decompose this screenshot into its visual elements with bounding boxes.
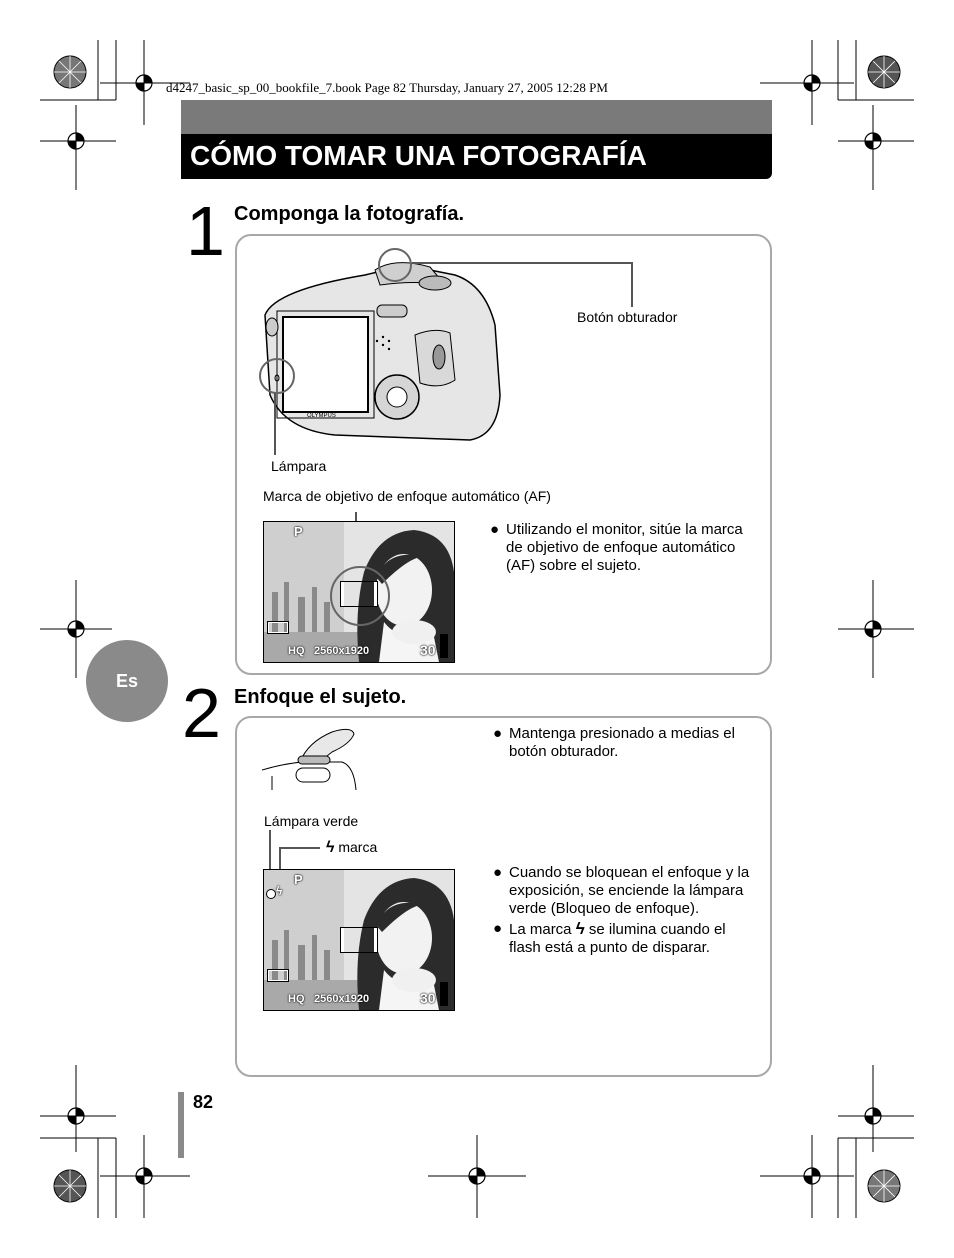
file-info-line: d4247_basic_sp_00_bookfile_7.book Page 82 Thursday, January 27, 2005 12:28 PM (166, 80, 608, 95)
flash-icon: ϟ (575, 919, 585, 938)
lcd-resolution: 2560x1920 (314, 645, 370, 657)
language-tab-label: Es (115, 670, 139, 691)
step-2-bullet-3: ● La marca ϟ se ilumina cuando el flash está a punto de disparar. (493, 919, 726, 956)
af-target-bracket (341, 928, 377, 952)
lcd-preview-2 (263, 869, 455, 1011)
lcd-preview-1 (263, 521, 455, 663)
lcd-resolution: 2560x1920 (314, 993, 370, 1005)
lcd-mode: P (294, 524, 303, 539)
flash-icon: ϟ (326, 839, 335, 856)
step-1-title: Componga la fotografía. (234, 203, 464, 225)
lcd-quality: HQ (288, 993, 305, 1005)
step-2-bullet-2: ● Cuando se bloquean el enfoque y la exposición, se enciende la lámpara verde (Bloqueo de enfoque). (493, 864, 750, 917)
bullet-icon: ● (493, 864, 503, 881)
lcd-frames: 30 (420, 990, 436, 1006)
label-green-lamp: Lámpara verde (264, 813, 359, 829)
step-2-title: Enfoque el sujeto. (234, 686, 407, 708)
step-1-number: 1 (186, 192, 225, 270)
lcd-battery-icon (268, 622, 288, 633)
bullet-icon: ● (490, 521, 500, 538)
lcd-memory-bar (440, 982, 448, 1006)
bullet-icon: ● (493, 920, 503, 937)
lcd-mode: P (294, 872, 303, 887)
page-number: 82 (193, 1092, 214, 1112)
step-2-number: 2 (182, 674, 221, 752)
label-shutter-button: Botón obturador (577, 309, 678, 325)
step-2-bullet-1: ● Mantenga presionado a medias el botón obturador. (493, 725, 735, 760)
camera-brand-text: OLYMPUS (307, 413, 336, 419)
lcd-quality: HQ (288, 645, 305, 657)
lcd-flash-mark: ϟ (276, 884, 283, 898)
green-lamp-indicator (266, 889, 276, 899)
lcd-frames: 30 (420, 642, 436, 658)
label-af-target-mark: Marca de objetivo de enfoque automático (AF) (263, 488, 551, 504)
label-flash-mark: ϟ marca (326, 839, 378, 856)
finger-press-illustration (262, 724, 362, 794)
af-highlight-circle (330, 566, 390, 626)
page-number-bar (178, 1092, 184, 1158)
step-1-bullet: ● Utilizando el monitor, sitúe la marca de objetivo de enfoque automático (AF) sobre el sujeto. (490, 521, 743, 574)
label-lamp: Lámpara (271, 458, 327, 474)
page-title: CÓMO TOMAR UNA FOTOGRAFÍA (190, 140, 647, 171)
title-bar-accent (181, 100, 772, 134)
lcd-battery-icon (268, 970, 288, 981)
lcd-memory-bar (440, 634, 448, 658)
bullet-icon: ● (493, 725, 503, 742)
language-tab (86, 640, 168, 722)
